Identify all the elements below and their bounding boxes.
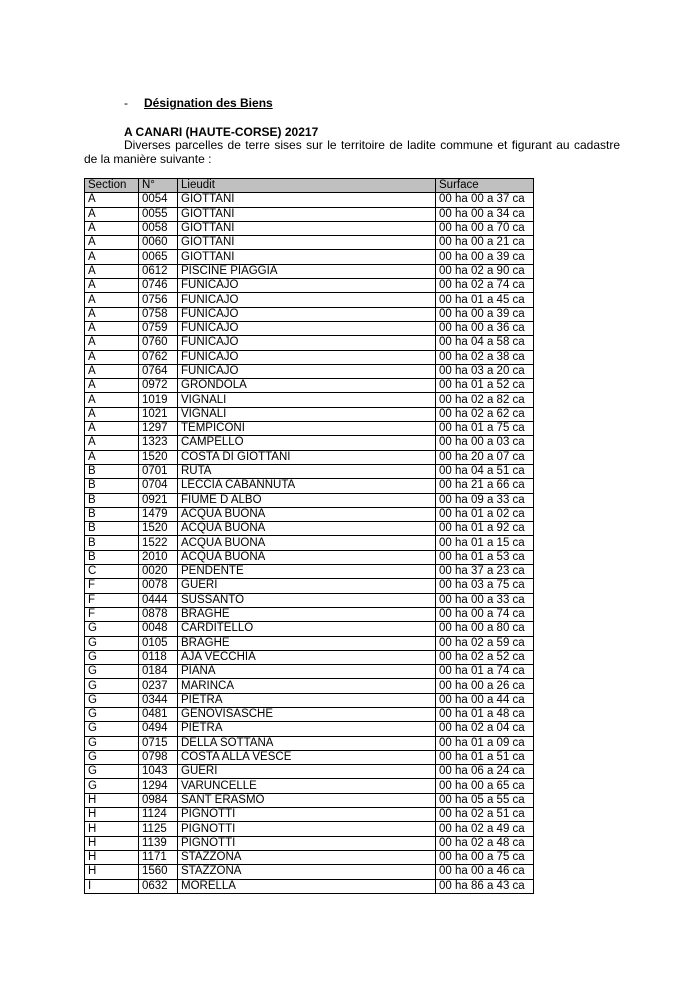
- cell-surface: 00 ha 02 a 49 ca: [436, 822, 534, 836]
- cell-lieudit: FUNICAJO: [178, 293, 436, 307]
- cell-lieudit: MARINCA: [178, 679, 436, 693]
- cell-section: G: [85, 722, 139, 736]
- table-row: [85, 507, 534, 521]
- cell-section: H: [85, 808, 139, 822]
- cell-surface: 00 ha 01 a 92 ca: [436, 522, 534, 536]
- cell-section: A: [85, 379, 139, 393]
- cell-lieudit: FUNICAJO: [178, 307, 436, 321]
- cell-number: 0612: [139, 264, 178, 278]
- cell-section: A: [85, 250, 139, 264]
- table-row: [85, 393, 534, 407]
- cell-number: 1522: [139, 536, 178, 550]
- cell-surface: 00 ha 00 a 39 ca: [436, 307, 534, 321]
- cell-lieudit: GENOVISASCHE: [178, 707, 436, 721]
- cell-lieudit: SUSSANTO: [178, 593, 436, 607]
- cell-number: 1171: [139, 850, 178, 864]
- cell-number: 1520: [139, 450, 178, 464]
- cell-number: 1560: [139, 865, 178, 879]
- cell-lieudit: GRONDOLA: [178, 379, 436, 393]
- cell-section: A: [85, 450, 139, 464]
- cell-number: 0494: [139, 722, 178, 736]
- cell-number: 0798: [139, 750, 178, 764]
- cell-section: H: [85, 836, 139, 850]
- table-row: [85, 550, 534, 564]
- cell-section: A: [85, 307, 139, 321]
- table-row: [85, 779, 534, 793]
- cell-number: 1124: [139, 808, 178, 822]
- cell-number: 0078: [139, 579, 178, 593]
- heading-dash: -: [124, 96, 128, 110]
- cell-number: 0481: [139, 707, 178, 721]
- cell-lieudit: GIOTTANI: [178, 193, 436, 207]
- cell-lieudit: GIOTTANI: [178, 221, 436, 235]
- table-row: [85, 579, 534, 593]
- cell-section: H: [85, 822, 139, 836]
- cell-number: 0058: [139, 221, 178, 235]
- table-row: [85, 321, 534, 335]
- cell-section: A: [85, 236, 139, 250]
- cell-number: 0344: [139, 693, 178, 707]
- cell-surface: 00 ha 00 a 33 ca: [436, 593, 534, 607]
- cell-surface: 00 ha 00 a 80 ca: [436, 622, 534, 636]
- table-row: [85, 279, 534, 293]
- cell-section: F: [85, 579, 139, 593]
- cell-lieudit: LECCIA CABANNUTA: [178, 479, 436, 493]
- cell-section: G: [85, 707, 139, 721]
- cell-lieudit: ACQUA BUONA: [178, 536, 436, 550]
- cell-section: A: [85, 336, 139, 350]
- table-row: [85, 479, 534, 493]
- cell-lieudit: CAMPELLO: [178, 436, 436, 450]
- cell-number: 0756: [139, 293, 178, 307]
- cell-surface: 00 ha 37 a 23 ca: [436, 565, 534, 579]
- cell-lieudit: BRAGHE: [178, 636, 436, 650]
- cell-surface: 00 ha 03 a 20 ca: [436, 364, 534, 378]
- cell-section: C: [85, 565, 139, 579]
- cell-surface: 00 ha 00 a 70 ca: [436, 221, 534, 235]
- cell-number: 0054: [139, 193, 178, 207]
- cell-lieudit: PIGNOTTI: [178, 836, 436, 850]
- table-row: [85, 750, 534, 764]
- cell-number: 0055: [139, 207, 178, 221]
- cell-section: A: [85, 393, 139, 407]
- cell-section: G: [85, 636, 139, 650]
- cell-number: 1125: [139, 822, 178, 836]
- cell-surface: 00 ha 04 a 58 ca: [436, 336, 534, 350]
- cell-number: 1520: [139, 522, 178, 536]
- cell-section: A: [85, 293, 139, 307]
- cell-lieudit: FUNICAJO: [178, 364, 436, 378]
- table-row: [85, 193, 534, 207]
- table-row: [85, 765, 534, 779]
- cell-lieudit: STAZZONA: [178, 850, 436, 864]
- cell-section: B: [85, 507, 139, 521]
- cell-lieudit: PIGNOTTI: [178, 808, 436, 822]
- cell-surface: 00 ha 00 a 74 ca: [436, 607, 534, 621]
- table-row: [85, 522, 534, 536]
- cell-lieudit: TEMPICONI: [178, 422, 436, 436]
- cell-lieudit: VIGNALI: [178, 393, 436, 407]
- table-row: [85, 493, 534, 507]
- cell-number: 0759: [139, 321, 178, 335]
- cell-surface: 00 ha 03 a 75 ca: [436, 579, 534, 593]
- cell-section: A: [85, 207, 139, 221]
- table-row: [85, 693, 534, 707]
- cell-surface: 00 ha 02 a 48 ca: [436, 836, 534, 850]
- header-lieudit: Lieudit: [178, 179, 436, 193]
- cell-section: A: [85, 422, 139, 436]
- cell-number: 1019: [139, 393, 178, 407]
- table-row: [85, 350, 534, 364]
- cell-number: 0972: [139, 379, 178, 393]
- cell-surface: 00 ha 01 a 09 ca: [436, 736, 534, 750]
- cadastre-table: [84, 178, 534, 894]
- cell-number: 1479: [139, 507, 178, 521]
- table-row: [85, 850, 534, 864]
- cell-section: A: [85, 264, 139, 278]
- cell-section: G: [85, 665, 139, 679]
- cell-surface: 00 ha 00 a 03 ca: [436, 436, 534, 450]
- cell-number: 0921: [139, 493, 178, 507]
- cell-number: 0984: [139, 793, 178, 807]
- cell-number: 2010: [139, 550, 178, 564]
- table-row: [85, 307, 534, 321]
- header-number: N°: [139, 179, 178, 193]
- cell-section: B: [85, 536, 139, 550]
- cell-number: 1021: [139, 407, 178, 421]
- cell-section: G: [85, 679, 139, 693]
- cell-lieudit: COSTA DI GIOTTANI: [178, 450, 436, 464]
- cell-lieudit: PIGNOTTI: [178, 822, 436, 836]
- cell-section: B: [85, 479, 139, 493]
- table-row: [85, 407, 534, 421]
- table-row: [85, 464, 534, 478]
- commune-heading: A CANARI (HAUTE-CORSE) 20217: [124, 125, 319, 139]
- table-row: [85, 450, 534, 464]
- table-row: [85, 665, 534, 679]
- cell-lieudit: ACQUA BUONA: [178, 507, 436, 521]
- cell-lieudit: PIETRA: [178, 693, 436, 707]
- cell-surface: 00 ha 00 a 37 ca: [436, 193, 534, 207]
- cell-lieudit: GUERI: [178, 579, 436, 593]
- cell-section: G: [85, 779, 139, 793]
- table-row: [85, 808, 534, 822]
- cell-lieudit: PISCINE PIAGGIA: [178, 264, 436, 278]
- cell-lieudit: FUNICAJO: [178, 336, 436, 350]
- table-row: [85, 379, 534, 393]
- cell-section: B: [85, 522, 139, 536]
- cell-section: G: [85, 650, 139, 664]
- cell-section: A: [85, 364, 139, 378]
- table-row: [85, 221, 534, 235]
- cell-surface: 00 ha 01 a 53 ca: [436, 550, 534, 564]
- table-row: [85, 836, 534, 850]
- cell-lieudit: MORELLA: [178, 879, 436, 893]
- table-row: [85, 422, 534, 436]
- cell-number: 0105: [139, 636, 178, 650]
- cell-surface: 00 ha 00 a 65 ca: [436, 779, 534, 793]
- cell-number: 0760: [139, 336, 178, 350]
- cell-surface: 00 ha 00 a 39 ca: [436, 250, 534, 264]
- cell-surface: 00 ha 86 a 43 ca: [436, 879, 534, 893]
- cell-lieudit: GIOTTANI: [178, 250, 436, 264]
- cell-section: G: [85, 622, 139, 636]
- table-row: [85, 293, 534, 307]
- cell-lieudit: STAZZONA: [178, 865, 436, 879]
- cell-number: 1043: [139, 765, 178, 779]
- cell-surface: 00 ha 04 a 51 ca: [436, 464, 534, 478]
- table-row: [85, 650, 534, 664]
- cell-lieudit: VIGNALI: [178, 407, 436, 421]
- cell-number: 0746: [139, 279, 178, 293]
- cell-section: B: [85, 493, 139, 507]
- cell-number: 0444: [139, 593, 178, 607]
- cell-surface: 00 ha 01 a 48 ca: [436, 707, 534, 721]
- cell-lieudit: FIUME D ALBO: [178, 493, 436, 507]
- heading-title: Désignation des Biens: [144, 96, 273, 110]
- table-row: [85, 207, 534, 221]
- cell-number: 0632: [139, 879, 178, 893]
- cell-surface: 00 ha 01 a 02 ca: [436, 507, 534, 521]
- cell-number: 0758: [139, 307, 178, 321]
- cell-number: 0237: [139, 679, 178, 693]
- table-row: [85, 636, 534, 650]
- cell-section: F: [85, 593, 139, 607]
- cell-surface: 00 ha 02 a 51 ca: [436, 808, 534, 822]
- cell-section: G: [85, 765, 139, 779]
- cell-surface: 00 ha 01 a 45 ca: [436, 293, 534, 307]
- cell-surface: 00 ha 02 a 59 ca: [436, 636, 534, 650]
- cell-section: A: [85, 436, 139, 450]
- cell-lieudit: DELLA SOTTANA: [178, 736, 436, 750]
- cell-number: 0701: [139, 464, 178, 478]
- cell-section: G: [85, 736, 139, 750]
- cell-surface: 00 ha 02 a 38 ca: [436, 350, 534, 364]
- table-row: [85, 336, 534, 350]
- cell-lieudit: GUERI: [178, 765, 436, 779]
- header-section: Section: [85, 179, 139, 193]
- cell-surface: 00 ha 00 a 36 ca: [436, 321, 534, 335]
- cell-number: 0715: [139, 736, 178, 750]
- cell-surface: 00 ha 00 a 21 ca: [436, 236, 534, 250]
- cell-section: A: [85, 221, 139, 235]
- cell-section: H: [85, 850, 139, 864]
- cell-surface: 00 ha 02 a 52 ca: [436, 650, 534, 664]
- intro-paragraph: [84, 138, 620, 166]
- cell-lieudit: BRAGHE: [178, 607, 436, 621]
- cell-surface: 00 ha 00 a 44 ca: [436, 693, 534, 707]
- cell-lieudit: RUTA: [178, 464, 436, 478]
- cell-lieudit: PIANA: [178, 665, 436, 679]
- cell-section: I: [85, 879, 139, 893]
- cell-surface: 00 ha 02 a 90 ca: [436, 264, 534, 278]
- cell-number: 0065: [139, 250, 178, 264]
- cell-surface: 00 ha 01 a 52 ca: [436, 379, 534, 393]
- table-row: [85, 679, 534, 693]
- cell-section: A: [85, 350, 139, 364]
- cell-section: H: [85, 865, 139, 879]
- cell-section: A: [85, 193, 139, 207]
- cell-surface: 00 ha 00 a 75 ca: [436, 850, 534, 864]
- cell-number: 1297: [139, 422, 178, 436]
- cell-lieudit: FUNICAJO: [178, 350, 436, 364]
- cell-section: B: [85, 550, 139, 564]
- cell-surface: 00 ha 09 a 33 ca: [436, 493, 534, 507]
- cell-surface: 00 ha 01 a 15 ca: [436, 536, 534, 550]
- cell-surface: 00 ha 00 a 46 ca: [436, 865, 534, 879]
- table-row: [85, 536, 534, 550]
- cell-surface: 00 ha 05 a 55 ca: [436, 793, 534, 807]
- cell-lieudit: ACQUA BUONA: [178, 550, 436, 564]
- cell-lieudit: FUNICAJO: [178, 321, 436, 335]
- table-row: [85, 793, 534, 807]
- cell-surface: 00 ha 01 a 74 ca: [436, 665, 534, 679]
- cell-number: 0184: [139, 665, 178, 679]
- cell-number: 1139: [139, 836, 178, 850]
- cell-number: 1294: [139, 779, 178, 793]
- cell-lieudit: GIOTTANI: [178, 236, 436, 250]
- cell-lieudit: VARUNCELLE: [178, 779, 436, 793]
- cell-lieudit: ACQUA BUONA: [178, 522, 436, 536]
- table-row: [85, 822, 534, 836]
- cell-lieudit: AJA VECCHIA: [178, 650, 436, 664]
- cell-lieudit: PIETRA: [178, 722, 436, 736]
- cell-surface: 00 ha 06 a 24 ca: [436, 765, 534, 779]
- cell-section: G: [85, 750, 139, 764]
- table-row: [85, 736, 534, 750]
- table-row: [85, 236, 534, 250]
- cell-lieudit: CARDITELLO: [178, 622, 436, 636]
- table-row: [85, 364, 534, 378]
- cell-number: 0048: [139, 622, 178, 636]
- table-row: [85, 250, 534, 264]
- cell-lieudit: PENDENTE: [178, 565, 436, 579]
- cell-section: A: [85, 407, 139, 421]
- cell-surface: 00 ha 01 a 75 ca: [436, 422, 534, 436]
- table-row: [85, 264, 534, 278]
- cell-section: H: [85, 793, 139, 807]
- cell-number: 0764: [139, 364, 178, 378]
- cell-lieudit: FUNICAJO: [178, 279, 436, 293]
- section-heading: [124, 96, 273, 110]
- cell-section: A: [85, 279, 139, 293]
- table-row: [85, 622, 534, 636]
- cell-surface: 00 ha 02 a 82 ca: [436, 393, 534, 407]
- cell-surface: 00 ha 01 a 51 ca: [436, 750, 534, 764]
- cell-surface: 00 ha 21 a 66 ca: [436, 479, 534, 493]
- cell-surface: 00 ha 00 a 26 ca: [436, 679, 534, 693]
- cell-number: 1323: [139, 436, 178, 450]
- table-row: [85, 865, 534, 879]
- cell-lieudit: SANT ERASMO: [178, 793, 436, 807]
- cell-section: F: [85, 607, 139, 621]
- table-header-row: [85, 179, 534, 193]
- cell-surface: 00 ha 00 a 34 ca: [436, 207, 534, 221]
- header-surface: Surface: [436, 179, 534, 193]
- cell-number: 0118: [139, 650, 178, 664]
- intro-text: Diverses parcelles de terre sises sur le territoire de ladite commune et figurant au cadastre de la manière suivante :: [84, 138, 620, 166]
- table-row: [85, 436, 534, 450]
- cell-surface: 00 ha 02 a 62 ca: [436, 407, 534, 421]
- cell-surface: 00 ha 20 a 07 ca: [436, 450, 534, 464]
- table-row: [85, 565, 534, 579]
- cell-section: B: [85, 464, 139, 478]
- table-row: [85, 707, 534, 721]
- cell-surface: 00 ha 02 a 04 ca: [436, 722, 534, 736]
- cell-surface: 00 ha 02 a 74 ca: [436, 279, 534, 293]
- table-row: [85, 722, 534, 736]
- table-row: [85, 593, 534, 607]
- cell-number: 0704: [139, 479, 178, 493]
- cell-number: 0762: [139, 350, 178, 364]
- cell-number: 0020: [139, 565, 178, 579]
- table-row: [85, 879, 534, 893]
- table-row: [85, 607, 534, 621]
- cell-section: A: [85, 321, 139, 335]
- cell-lieudit: GIOTTANI: [178, 207, 436, 221]
- cell-number: 0060: [139, 236, 178, 250]
- cell-lieudit: COSTA ALLA VESCE: [178, 750, 436, 764]
- cell-number: 0878: [139, 607, 178, 621]
- cell-section: G: [85, 693, 139, 707]
